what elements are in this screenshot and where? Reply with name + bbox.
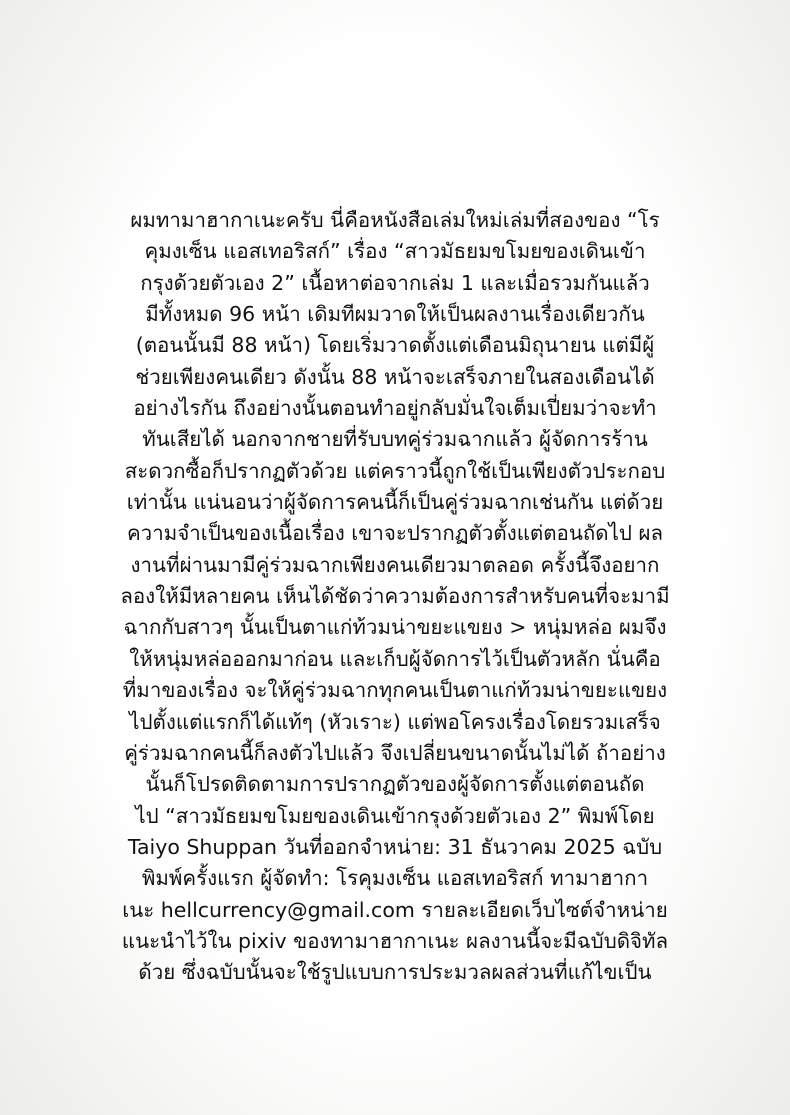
- text-line: ให้หนุ่มหล่อออกมาก่อน และเก็บผู้จัดการไว้เป็นตัวหลัก นั่นคือ: [129, 646, 661, 671]
- text-line: สะดวกซื้อก็ปรากฏตัวด้วย แต่คราวนี้ถูกใช้เป็นเพียงตัวประกอบ: [124, 458, 666, 483]
- text-line: ไป “สาวมัธยมขโมยของเดินเข้ากรุงด้วยตัวเอง 2” พิมพ์โดย: [135, 803, 655, 828]
- text-line: ผมทามาฮากาเนะครับ นี่คือหนังสือเล่มใหม่เล่มที่สองของ “โร: [130, 208, 660, 232]
- text-line: ที่มาของเรื่อง จะให้คู่ร่วมฉากทุกคนเป็นตาแก่ท้วมน่าขยะแขยง: [122, 678, 668, 703]
- text-line: ลองให้มีหลายคน เห็นได้ชัดว่าความต้องการสำหรับคนที่จะมามี: [120, 584, 670, 609]
- text-line: แนะนำไว้ใน pixiv ของทามาฮากาเนะ ผลงานนี้จะมีฉบับดิจิทัล: [121, 928, 669, 953]
- text-line: อย่างไรกัน ถึงอย่างนั้นตอนทำอยู่กลับมั่นใจเต็มเปี่ยมว่าจะทำ: [133, 396, 657, 421]
- text-line: ช่วยเพียงคนเดียว ดังนั้น 88 หน้าจะเสร็จภายในสองเดือนได้: [135, 364, 655, 389]
- afterword-text: [65, 205, 725, 989]
- text-line: งานที่ผ่านมามีคู่ร่วมฉากเพียงคนเดียวมาตลอด ครั้งนี้จึงอยาก: [130, 552, 660, 577]
- text-line: เนะ hellcurrency@gmail.com รายละเอียดเว็บไซต์จำหน่าย: [122, 897, 668, 922]
- text-line: ทันเสียได้ นอกจากชายที่รับบทคู่ร่วมฉากแล้ว ผู้จัดการร้าน: [142, 427, 648, 452]
- text-line: ความจำเป็นของเนื้อเรื่อง เขาจะปรากฏตัวตั้งแต่ตอนถัดไป ผล: [126, 521, 664, 546]
- text-line: กรุงด้วยตัวเอง 2” เนื้อหาต่อจากเล่ม 1 และเมื่อรวมกันแล้ว: [140, 270, 650, 295]
- text-line: ด้วย ซึ่งฉบับนั้นจะใช้รูปแบบการประมวลผลส่วนที่แก้ไขเป็น: [138, 960, 652, 985]
- text-line: เท่านั้น แน่นอนว่าผู้จัดการคนนี้ก็เป็นคู่ร่วมฉากเช่นกัน แต่ด้วย: [126, 490, 664, 515]
- text-line: (ตอนนั้นมี 88 หน้า) โดยเริ่มวาดตั้งแต่เดือนมิถุนายน แต่มีผู้: [135, 333, 655, 358]
- text-line: นั้นก็โปรดติดตามการปรากฏตัวของผู้จัดการตั้งแต่ตอนถัด: [145, 772, 645, 797]
- text-line: ฉากกับสาวๆ นั้นเป็นตาแก่ท้วมน่าขยะแขยง > หนุ่มหล่อ ผมจึง: [123, 615, 667, 640]
- text-line: มีทั้งหมด 96 หน้า เดิมทีผมวาดให้เป็นผลงานเรื่องเดียวกัน: [145, 302, 645, 327]
- text-line: คุมงเซ็น แอสเทอริสก์” เรื่อง “สาวมัธยมขโมยของเดินเข้า: [144, 239, 646, 264]
- text-line: Taiyo Shuppan วันที่ออกจำหน่าย: 31 ธันวาคม 2025 ฉบับ: [127, 834, 663, 859]
- text-line: ไปตั้งแต่แรกก็ได้แท้ๆ (หัวเราะ) แต่พอโครงเรื่องโดยรวมเสร็จ: [129, 709, 661, 734]
- text-line: พิมพ์ครั้งแรก ผู้จัดทำ: โรคุมงเซ็น แอสเทอริสก์ ทามาฮากา: [141, 866, 649, 891]
- text-line: คู่ร่วมฉากคนนี้ก็ลงตัวไปแล้ว จึงเปลี่ยนขนาดนั้นไม่ได้ ถ้าอย่าง: [124, 740, 666, 765]
